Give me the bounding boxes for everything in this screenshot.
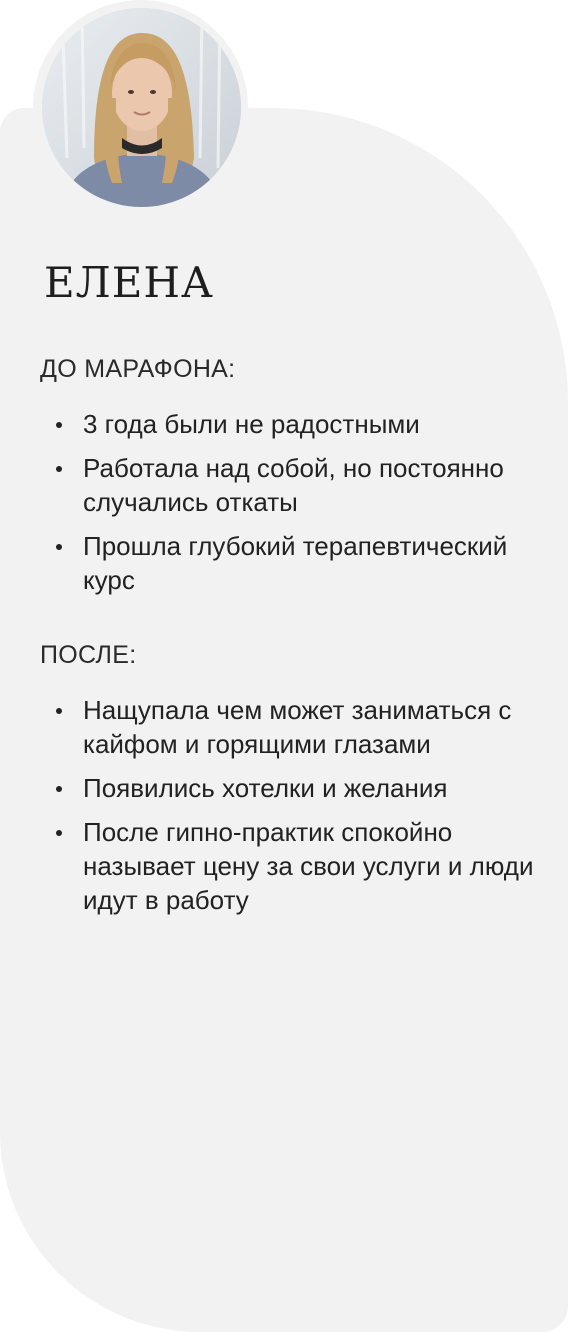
list-item-text: 3 года были не радостными [83, 409, 420, 439]
bullet-icon [56, 422, 62, 428]
list-item [54, 529, 554, 597]
list-item-text: Прошла глубокий терапевтический курс [83, 531, 508, 595]
list-item [54, 771, 554, 805]
bullet-icon [56, 708, 62, 714]
bullet-icon [56, 544, 62, 550]
list-item [54, 815, 554, 917]
before-marathon-list [54, 407, 554, 607]
list-item-text: Работала над собой, но постоянно случались откаты [83, 453, 504, 517]
bullet-icon [56, 786, 62, 792]
after-marathon-title: ПОСЛЕ: [40, 641, 137, 669]
person-photo-icon [42, 8, 241, 207]
list-item [54, 451, 554, 519]
bullet-icon [56, 830, 62, 836]
list-item [54, 407, 554, 441]
list-item-text: После гипно-практик спокойно называет цену за свои услуги и люди идут в работу [83, 817, 534, 915]
list-item [54, 693, 554, 761]
list-item-text: Появились хотелки и желания [83, 773, 448, 803]
person-name: ЕЛЕНА [44, 258, 214, 307]
bullet-icon [56, 466, 62, 472]
before-marathon-title: ДО МАРАФОНА: [40, 355, 236, 383]
list-item-text: Нащупала чем может заниматься с кайфом и горящими глазами [83, 695, 512, 759]
avatar [42, 8, 241, 207]
after-marathon-list [54, 693, 554, 927]
